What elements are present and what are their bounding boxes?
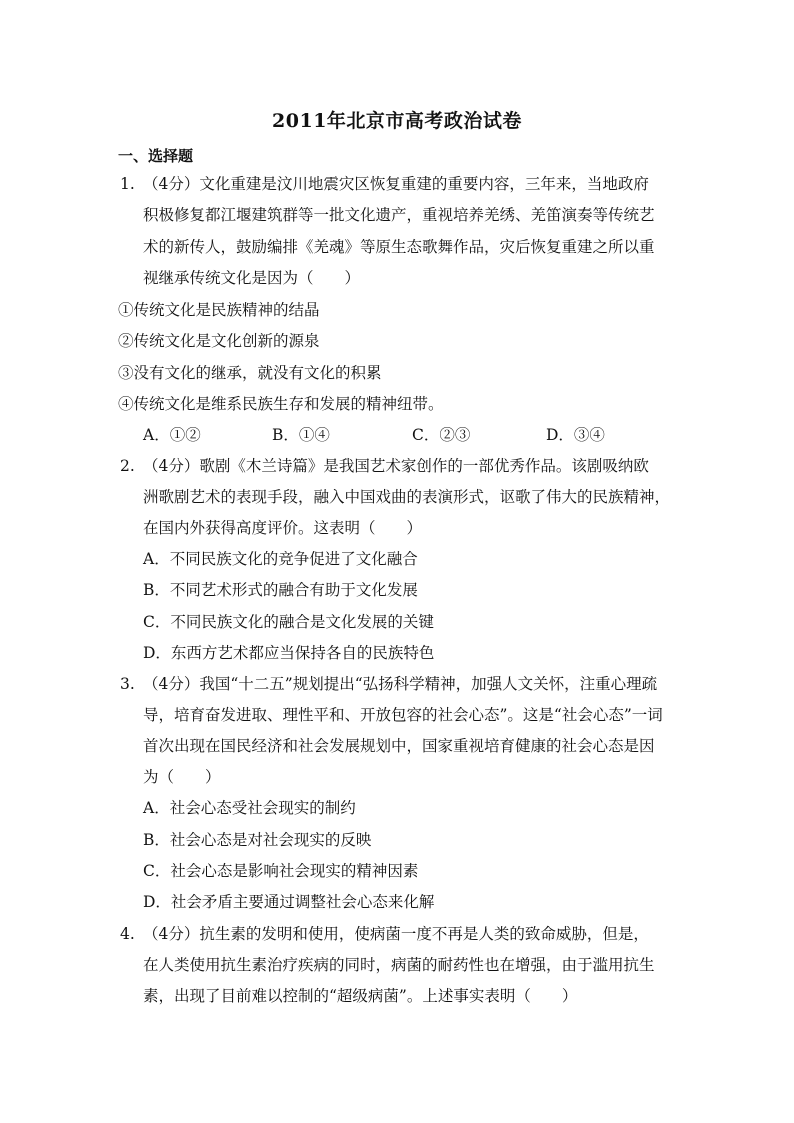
question-3-line: （4分）我国“十二五”规划提出“弘扬科学精神，加强人文关怀，注重心理疏 [143, 675, 658, 693]
question-1-statement: ④传统文化是维系民族生存和发展的精神纽带。 [118, 395, 444, 413]
question-1-option-b[interactable]: B．①④ [272, 426, 330, 444]
question-1-line: 视继承传统文化是因为（ ） [143, 269, 361, 287]
question-1-statement: ①传统文化是民族精神的结晶 [118, 301, 320, 319]
question-2-option-d[interactable]: D．东西方艺术都应当保持各自的民族特色 [143, 644, 435, 662]
question-2-option-b[interactable]: B．不同艺术形式的融合有助于文化发展 [143, 581, 418, 599]
section-heading: 一、选择题 [118, 147, 194, 165]
question-2-line: （4分）歌剧《木兰诗篇》是我国艺术家创作的一部优秀作品。该剧吸纳欧 [143, 457, 649, 475]
question-1-line: 术的新传人，鼓励编排《羌魂》等原生态歌舞作品，灾后恢复重建之所以重 [143, 238, 655, 256]
question-4-line: 素，出现了目前难以控制的“超级病菌”。上述事实表明（ ） [143, 987, 578, 1005]
question-4-line: 在人类使用抗生素治疗疾病的同时，病菌的耐药性也在增强，由于滥用抗生 [143, 956, 655, 974]
question-2-line: 洲歌剧艺术的表现手段，融入中国戏曲的表演形式，讴歌了伟大的民族精神， [143, 488, 671, 506]
question-1-line: （4分）文化重建是汶川地震灾区恢复重建的重要内容，三年来，当地政府 [143, 175, 649, 193]
question-2-line: 在国内外获得高度评价。这表明（ ） [143, 519, 423, 537]
question-1-option-a[interactable]: A．①② [143, 426, 201, 444]
question-3-line: 为（ ） [143, 768, 221, 786]
question-2-option-a[interactable]: A．不同民族文化的竞争促进了文化融合 [143, 550, 418, 568]
question-3-line: 导，培育奋发进取、理性平和、开放包容的社会心态”。这是“社会心态”一词 [143, 706, 663, 724]
question-3-option-d[interactable]: D．社会矛盾主要通过调整社会心态来化解 [143, 893, 435, 911]
question-4-number: 4. [120, 925, 135, 943]
question-3-option-c[interactable]: C．社会心态是影响社会现实的精神因素 [143, 862, 419, 880]
question-4-line: （4分）抗生素的发明和使用，使病菌一度不再是人类的致命威胁，但是， [143, 925, 649, 943]
page-title: 2011年北京市高考政治试卷 [272, 110, 522, 132]
question-1-line: 积极修复都江堰建筑群等一批文化遗产，重视培养羌绣、羌笛演奏等传统艺 [143, 206, 655, 224]
question-1-statement: ②传统文化是文化创新的源泉 [118, 332, 320, 350]
question-1-number: 1. [120, 175, 135, 193]
question-2-option-c[interactable]: C．不同民族文化的融合是文化发展的关键 [143, 613, 434, 631]
question-1-statement: ③没有文化的继承，就没有文化的积累 [118, 364, 382, 382]
question-3-option-b[interactable]: B．社会心态是对社会现实的反映 [143, 831, 372, 849]
question-3-line: 首次出现在国民经济和社会发展规划中，国家重视培育健康的社会心态是因 [143, 737, 655, 755]
question-1-option-c[interactable]: C．②③ [412, 426, 471, 444]
question-3-number: 3. [120, 675, 135, 693]
question-3-option-a[interactable]: A．社会心态受社会现实的制约 [143, 799, 356, 817]
question-2-number: 2. [120, 457, 135, 475]
question-1-option-d[interactable]: D．③④ [546, 426, 605, 444]
